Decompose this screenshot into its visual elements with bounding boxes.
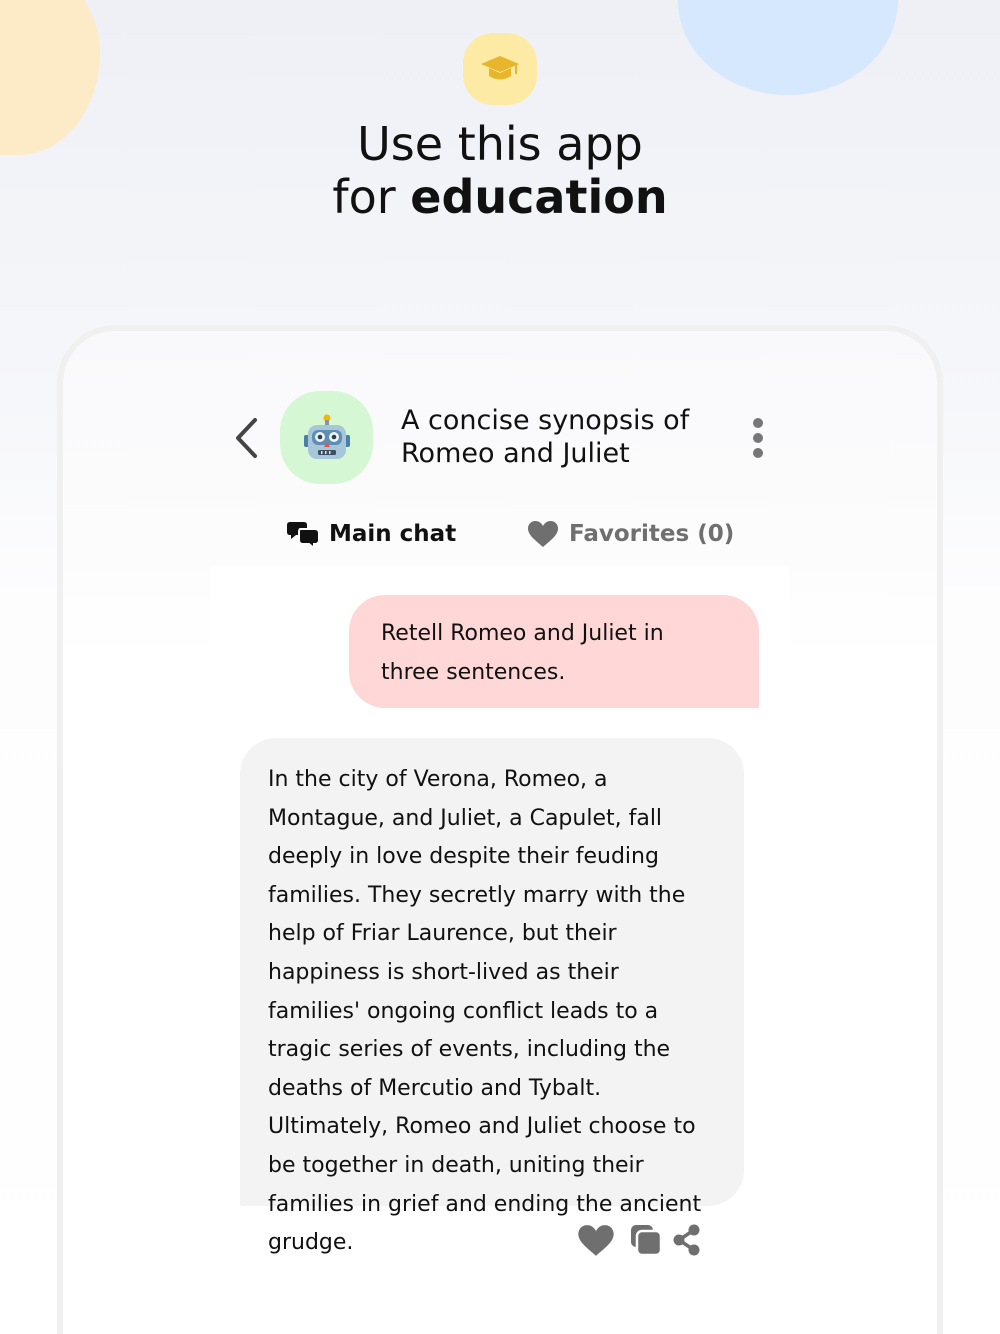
- tab-favorites[interactable]: [527, 514, 734, 554]
- heart-icon: [577, 1224, 615, 1257]
- user-message-bubble: Retell Romeo and Juliet in three sentences.: [349, 595, 759, 708]
- graduation-cap-badge: [463, 33, 537, 105]
- chat-bubbles-icon: [287, 520, 319, 548]
- chat-title: A concise synopsis of Romeo and Juliet: [401, 405, 690, 469]
- back-button[interactable]: [230, 416, 262, 460]
- decorative-blob-blue: [678, 0, 898, 95]
- headline-bold: education: [410, 170, 668, 224]
- share-icon: [672, 1224, 702, 1256]
- chevron-left-icon: [233, 417, 259, 459]
- headline-line2: [0, 171, 1000, 224]
- headline-line1: Use this app: [357, 117, 643, 171]
- copy-icon: [629, 1223, 663, 1257]
- avatar: [280, 391, 373, 484]
- share-message-button[interactable]: [670, 1222, 704, 1258]
- more-dot-icon: [753, 448, 763, 458]
- bot-message-bubble: In the city of Verona, Romeo, a Montague, and Juliet, a Capulet, fall deeply in love despite their feuding families. They secretly marry with the help of Friar Laurence, but their happiness is short-lived as their families' ongoing conflict leads to a tragic series of events, including the deaths of Mercutio and Tybalt. Ultimately, Romeo and Juliet choose to be together in death, uniting their families in grief and ending the ancient grudge.: [240, 738, 744, 1206]
- headline: [0, 118, 1000, 224]
- message-actions: [576, 1220, 704, 1260]
- copy-message-button[interactable]: [626, 1222, 666, 1258]
- heart-icon: [527, 520, 559, 548]
- headline-prefix: for: [332, 170, 396, 224]
- more-options-button[interactable]: [740, 412, 776, 464]
- graduation-cap-icon: [480, 54, 520, 84]
- favorite-message-button[interactable]: [576, 1222, 616, 1258]
- tab-main-chat[interactable]: [287, 514, 456, 554]
- robot-icon: [304, 414, 350, 462]
- more-dot-icon: [753, 433, 763, 443]
- tab-main-chat-label: Main chat: [329, 521, 457, 547]
- more-dot-icon: [753, 418, 763, 428]
- tab-favorites-label: Favorites (0): [569, 521, 735, 547]
